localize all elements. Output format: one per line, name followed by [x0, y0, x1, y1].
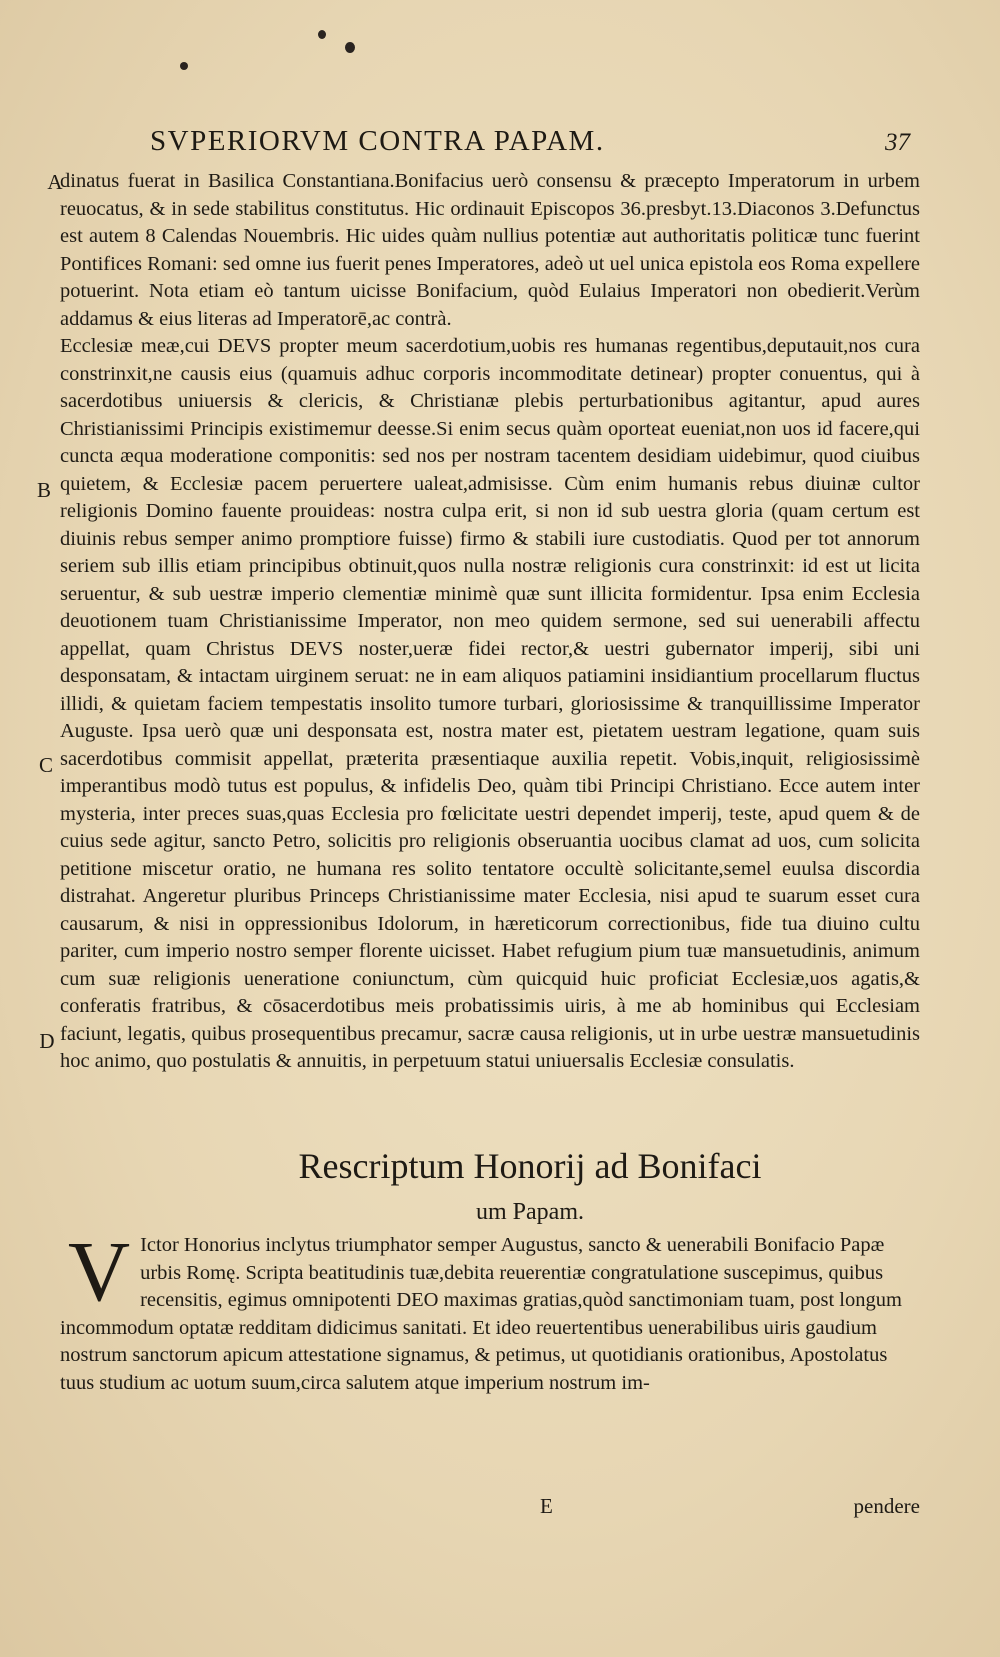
margin-marker-b: B — [36, 478, 51, 502]
drop-cap: V — [68, 1223, 131, 1319]
catchword: pendere — [853, 1494, 920, 1518]
margin-marker-d: D — [39, 1029, 55, 1053]
section-heading — [150, 1145, 910, 1226]
heading-line-1: Rescriptum Honorij ad Bonifaci — [298, 1146, 762, 1186]
paragraph-1: dinatus fuerat in Basilica Constantiana.Bonifacius uerò consensu & præcepto Imperatorum in urbem reuocatus, & in sede stabilitus constitutus. Hic ordinauit Episcopos 36.presbyt.13.Diaconos 3.Defunctus est autem 8 Calendas Nouembris. Hic uides quàm nullius potentiæ aut authoritatis politicæ tunc fuerint Pontifices Romani: sed omne ius fuerit penes Imperatores, adeò ut uel unica epistola eos Roma expellere potuerint. Nota etiam eò tantum uicisse Bonifacium, quòd Eulaius Imperatori non obedierit.Verùm addamus & eius literas ad Imperatorē,ac contrà. — [60, 170, 920, 330]
main-text — [60, 168, 920, 1076]
running-head: SVPERIORVM CONTRA PAPAM. — [150, 125, 605, 157]
heading-line-2: um Papam. — [476, 1199, 584, 1225]
page-number: 37 — [885, 129, 910, 156]
ink-spot-3 — [180, 62, 188, 70]
page-header — [150, 125, 910, 158]
paragraph-2: Ecclesiæ meæ,cui DEVS propter meum sacerdotium,uobis res humanas regentibus,deputauit,nos cura constrinxit,ne causis eius (quamuis adhuc corporis incommoditate detinear) propter conuentus, qui à sacerdotibus uniuersis & clericis, & Christianæ plebis perturbationibus agitantur, apud aures Christianissimi Principis existimemur deesse.Si enim secus quàm oporteat eueniat,non uos id facere,qui cuncta æqua moderatione componitis: sed nos per nostram tacentem desidiam uidebimur, quod ciuibus quietem, & Ecclesiæ pacem peruertere ualeat,admisisse. Cùm enim humanis rebus diuinæ cultor religionis Domino fauente prouideas: nostra culpa erit, si non id sub uestra gloria (quam certum est diuinis rebus semper animo promptiore fuisse) firmo & stabili iure custodiatis. Quod per tot annorum seriem sub illis etiam principibus obtinuit,quos nulla nostræ religionis cura constrinxit: id est ut licita seruentur, & sub uestræ imperio clementiæ minimè quæ sunt illicita formidentur. Ipsa enim Ecclesia deuotionem tuam Christianissime Imperator, non meo quidem sermone, sed sui uenerabili affectu appellat, quam Christus DEVS noster,ueræ fidei rector,& uestri gubernator imperij, sibi uni desponsatam, & intactam uirginem seruat: ne in eam aliquos patiamini insidiantium procellarum fluctus illidi, & quietam faciem tempestatis insolito tumore turbari, gloriosissime & tranquillissime Imperator Auguste. Ipsa uerò quæ uni desponsata est, nostra mater est, pietatem uestram legatione, quam suis sacerdotibus commisit appellat, præterita præsentiaque auxilia repetit. Vobis,inquit, religiosissimè imperantibus modò tutus est populus, & infidelis Deo, quàm tibi Principi Christiano. Ecce autem inter mysteria, inter preces suas,quas Ecclesia pro fœlicitate uestri dependet imperij, teste, apud quem & de cuius sede agitur, sancto Petro, solicitis pro religionis obseruantia uocibus clamat ad uos, cum solicita petitione miscetur oratio, ne humana res solito tentatore occultè solicitante,semel euulsa discordia distrahat. Angeretur pluribus Princeps Christianissime mater Ecclesia, nisi apud te suarum esset cura causarum, & nisi in oppressionibus Idolorum, in hæreticorum correctionibus, fide tua diuino cultu pariter, cum imperio nostro semper florente uicisset. Habet refugium pium tuæ mansuetudinis, animum cum suæ religionis ueneratione coniunctum, cùm quicquid huic proficiat Ecclesiæ,uos agatis,& conferatis fratribus, & cōsacerdotibus meis probatissimis uiris, à me ab hominibus qui Ecclesiam faciunt, legatis, quibus prosequentibus precamur, sacræ causa religionis, ut in urbe uestræ mansuetudinis hoc animo, quo postulatis & annuitis, in perpetuum statui uniuersalis Ecclesiæ consulatis. — [60, 335, 920, 1072]
signature-mark: E — [540, 1494, 553, 1518]
catchword-line — [540, 1494, 920, 1519]
rescript-text — [60, 1223, 920, 1397]
ink-spot-2 — [345, 42, 355, 53]
margin-marker-c: C — [38, 753, 53, 777]
rescript-body: Ictor Honorius inclytus triumphator semper Augustus, sancto & uenerabili Bonifacio Papæ urbis Romę. Scripta beatitudinis tuæ,debita reuerentiæ congratulatione suscepimus, quibus recensitis, egimus omnipotenti DEO maximas gratias,quòd sanctimoniam tuam, post longum incommodum optatæ redditam didicimus sanitati. Et ideo reuertentibus uenerabilibus uiris gaudium nostrum sanctorum apicum attestatione signamus, & petimus, ut quotidianis orationibus, Apostolatus tuus studium ac uotum suum,circa salutem atque imperium nostrum im- — [60, 1234, 902, 1394]
ink-spot-1 — [318, 30, 326, 39]
margin-marker-a: A — [47, 170, 63, 194]
